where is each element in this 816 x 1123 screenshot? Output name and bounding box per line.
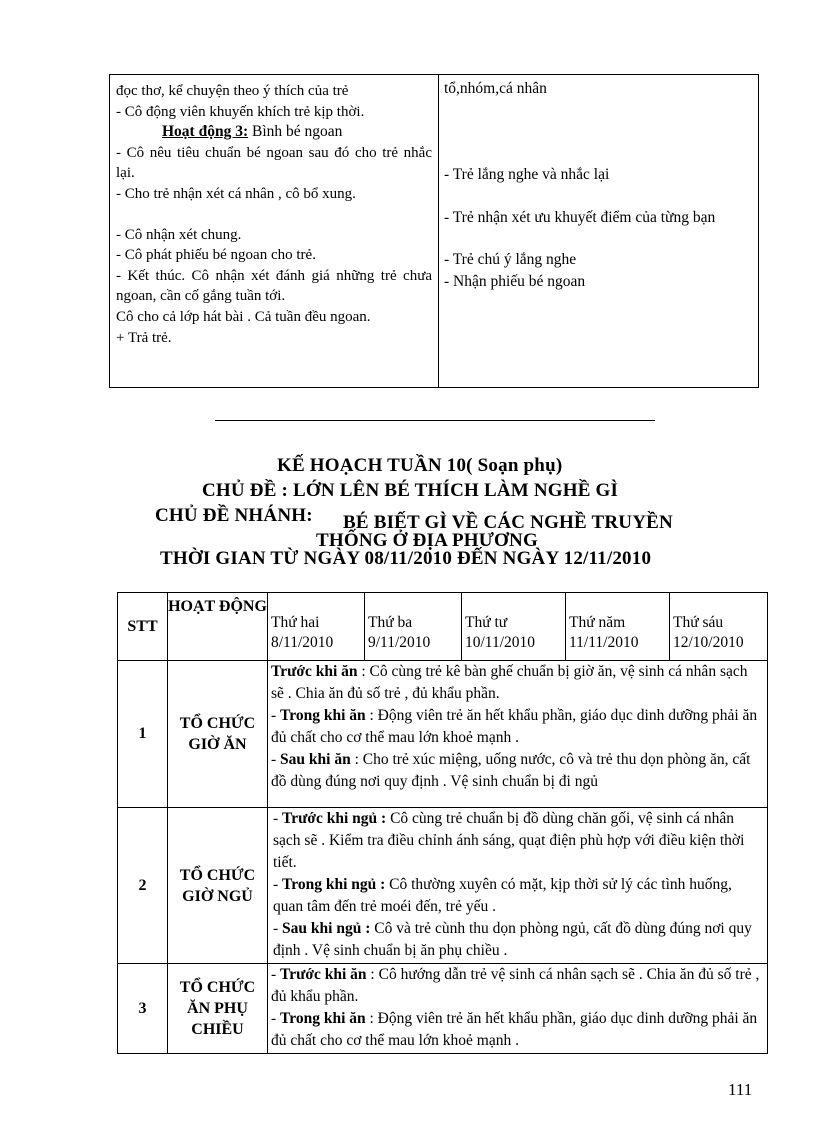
day-date: 10/11/2010 — [465, 634, 536, 651]
item-text: : Cô hướng dẫn trẻ vệ sinh cá nhân sạch sẽ . Chia ăn đủ số trẻ , đủ khẩu phần. — [271, 966, 760, 1005]
separator-line — [215, 420, 655, 421]
teacher-activities-column — [116, 81, 432, 348]
row-number: 3 — [118, 964, 168, 1054]
item-prefix: - — [271, 966, 281, 983]
item-text: Cô cùng trẻ chuẩn bị đồ dùng chăn gối, vệ sinh cá nhân sạch sẽ . Kiểm tra điều chỉnh ánh sáng, quạt điện phù hợp với điều kiện thời tiết. — [273, 810, 745, 871]
time-range: THỜI GIAN TỪ NGÀY 08/11/2010 ĐẾN NGÀY 12/11/2010 — [160, 548, 652, 569]
spacer — [116, 205, 432, 225]
day-name: Thứ sáu — [673, 614, 724, 631]
day-name: Thứ năm — [569, 614, 626, 631]
right-line: - Nhận phiếu bé ngoan — [444, 273, 586, 290]
left-line: + Trả trẻ. — [116, 329, 172, 346]
stt-header: STT — [118, 593, 168, 661]
row-content — [268, 808, 768, 964]
item-text: Cô và trẻ cùnh thu dọn phòng ngủ, cất đồ dùng đúng nơi quy định . Vệ sinh chuẩn bị ăn phụ chiều . — [273, 920, 752, 959]
item-prefix: - — [271, 1010, 281, 1027]
item-prefix: - — [273, 876, 283, 893]
row-activity: TỔ CHỨC GIỜ ĂN — [168, 661, 268, 808]
day-header-tuesday — [365, 593, 462, 661]
item-label: Sau khi ngủ : — [282, 920, 371, 937]
left-line: Cô cho cả lớp hát bài . Cả tuần đều ngoan. — [116, 308, 371, 325]
content-item — [273, 918, 764, 962]
day-header-friday — [670, 593, 768, 661]
item-label: Trước khi ngủ : — [282, 810, 387, 827]
row-number: 1 — [118, 661, 168, 808]
row-content — [268, 661, 768, 808]
day-date: 12/10/2010 — [673, 634, 744, 651]
day-date: 8/11/2010 — [271, 634, 334, 651]
header-row — [118, 593, 768, 661]
page-number: 111 — [728, 1080, 753, 1099]
day-name: Thứ ba — [368, 614, 413, 631]
sub-theme-value-cont: THỐNG Ở ĐỊA PHƯƠNG — [316, 530, 538, 551]
day-name: Thứ tư — [465, 614, 508, 631]
content-item — [273, 808, 764, 874]
item-text: Cô thường xuyên có mặt, kịp thời sử lý các tình huống, quan tâm đến trẻ moéi đến, trẻ yếu . — [273, 876, 732, 915]
row-activity: TỔ CHỨC GIỜ NGỦ — [168, 808, 268, 964]
day-header-wednesday — [462, 593, 566, 661]
column-divider — [438, 75, 439, 387]
right-line: - Trẻ chú ý lắng nghe — [444, 251, 577, 268]
content-item — [271, 964, 764, 1008]
right-line: - Trẻ nhận xét ưu khuyết điểm của từng bạn — [444, 209, 716, 226]
left-line: đọc thơ, kể chuyện theo ý thích của trẻ — [116, 83, 349, 99]
item-prefix: - — [271, 751, 281, 768]
left-line: - Cô động viên khuyến khích trẻ kịp thời. — [116, 103, 365, 120]
item-prefix: - — [273, 810, 283, 827]
row-activity: TỔ CHỨC ĂN PHỤ CHIỀU — [168, 964, 268, 1054]
item-label: Trước khi ăn — [280, 966, 367, 983]
row-content — [268, 964, 768, 1054]
right-line: tổ,nhóm,cá nhân — [444, 80, 547, 97]
row-number: 2 — [118, 808, 168, 964]
activity3-heading — [116, 122, 432, 143]
content-item — [271, 705, 764, 749]
item-text: : Cô cùng trẻ kê bàn ghế chuẩn bị giờ ăn, vệ sinh cá nhân sạch sẽ . Chia ăn đủ số trẻ , đủ khẩu phần. — [271, 663, 748, 702]
item-prefix: - — [273, 920, 283, 937]
weekly-schedule-table — [117, 592, 768, 1054]
activity3-text: Bình bé ngoan — [248, 123, 343, 141]
sub-theme-value: BÉ BIẾT GÌ VỀ CÁC NGHỀ TRUYỀN — [343, 512, 673, 533]
left-line: - Kết thúc. Cô nhận xét đánh giá những trẻ chưa ngoan, cần cố gắng tuần tới. — [116, 267, 432, 305]
table-row — [118, 964, 768, 1054]
activity3-label: Hoạt động 3: — [162, 123, 249, 141]
item-label: Sau khi ăn — [280, 751, 351, 768]
item-text: : Cho trẻ xúc miệng, uống nước, cô và trẻ thu dọn phòng ăn, cất đồ dùng đúng nơi quy định . Vệ sinh chuẩn bị đi ngủ — [271, 751, 751, 790]
left-line: - Cô phát phiếu bé ngoan cho trẻ. — [116, 247, 316, 264]
content-item — [271, 1008, 764, 1052]
left-line: - Cho trẻ nhận xét cá nhân , cô bổ xung. — [116, 185, 356, 202]
day-header-monday — [268, 593, 365, 661]
content-item — [271, 661, 764, 705]
day-date: 9/11/2010 — [368, 634, 431, 651]
item-label: Trong khi ăn — [280, 1010, 366, 1027]
day-date: 11/11/2010 — [569, 634, 639, 651]
item-prefix: - — [271, 707, 281, 724]
left-line: - Cô nêu tiêu chuẩn bé ngoan sau đó cho trẻ nhắc lại. — [116, 144, 432, 182]
sub-theme-label: CHỦ ĐỀ NHÁNH: — [155, 505, 313, 526]
item-label: Trước khi ăn — [271, 663, 358, 680]
table-row — [118, 661, 768, 808]
content-item — [273, 874, 764, 918]
previous-plan-table — [109, 74, 759, 388]
item-label: Trong khi ngủ : — [282, 876, 386, 893]
content-item — [271, 749, 764, 793]
theme-title: CHỦ ĐỀ : LỚN LÊN BÉ THÍCH LÀM NGHỀ GÌ — [202, 480, 619, 501]
left-line: - Cô nhận xét chung. — [116, 226, 242, 243]
plan-title: KẾ HOẠCH TUẦN 10( Soạn phụ) — [277, 455, 563, 476]
item-label: Trong khi ăn — [280, 707, 366, 724]
item-text: : Động viên trẻ ăn hết khẩu phần, giáo dục dinh dưỡng phải ăn đủ chất cho cơ thể mau lớn khoẻ mạnh . — [271, 1010, 758, 1049]
activity-header: HOẠT ĐỘNG — [168, 593, 268, 661]
table-row — [118, 808, 768, 964]
item-text: : Động viên trẻ ăn hết khẩu phần, giáo dục dinh dưỡng phải ăn đủ chất cho cơ thể mau lớn khoẻ mạnh . — [271, 707, 758, 746]
right-line: - Trẻ lắng nghe và nhắc lại — [444, 166, 610, 183]
day-header-thursday — [566, 593, 670, 661]
day-name: Thứ hai — [271, 614, 320, 631]
